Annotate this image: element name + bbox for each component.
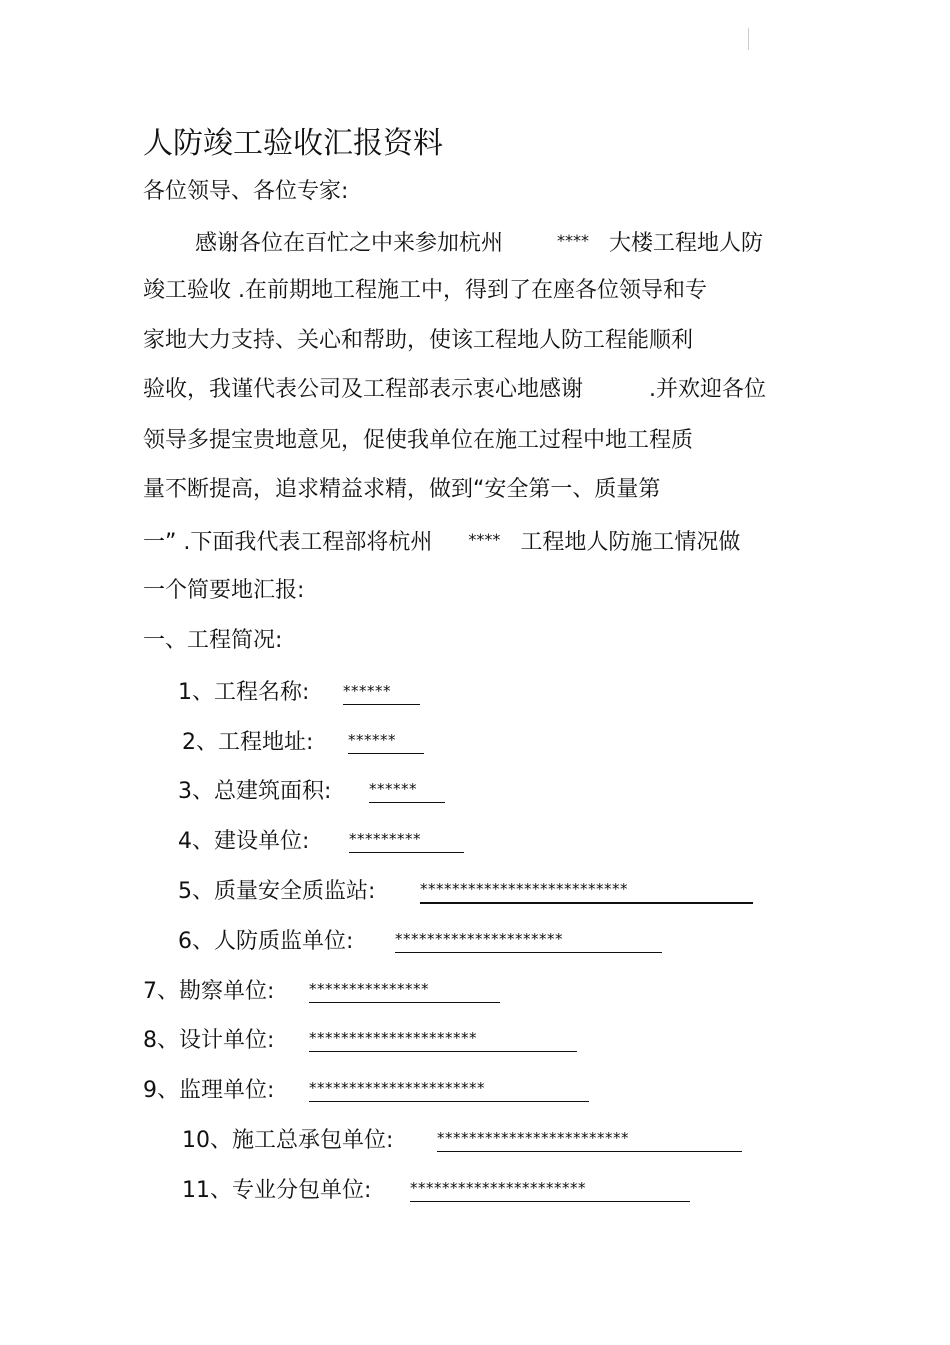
item-label: 4、建设单位: <box>178 829 310 854</box>
item-label: 5、质量安全质监站: <box>178 879 376 904</box>
item-label: 3、总建筑面积: <box>178 779 332 804</box>
salutation: 各位领导、各位专家: <box>143 179 349 204</box>
item-value: ****** <box>348 731 424 754</box>
paragraph-text: 验收，我谨代表公司及工程部表示衷心地感谢 <box>143 377 584 402</box>
document-title: 人防竣工验收汇报资料 <box>143 126 443 161</box>
item-value: ************************** <box>420 880 753 904</box>
section-heading: 一、工程简况: <box>143 628 283 653</box>
item-label: 8、设计单位: <box>143 1028 275 1053</box>
paragraph-line-5: 领导多提宝贵地意见，促使我单位在施工过程中地工程质 <box>143 428 694 453</box>
masked-name: **** <box>468 530 501 549</box>
item-value: ********************** <box>410 1179 690 1202</box>
page-margin-mark <box>748 28 749 50</box>
item-value: ************************ <box>437 1129 742 1152</box>
paragraph-text: 工程地人防施工情况做 <box>520 530 741 555</box>
paragraph-text: .并欢迎各位 <box>649 377 767 402</box>
paragraph-line-8: 一个简要地汇报: <box>143 578 305 603</box>
paragraph-line-6: 量不断提高，追求精益求精，做到“安全第一、质量第 <box>143 477 661 502</box>
item-value: ********* <box>349 830 464 853</box>
item-value: *************** <box>309 980 500 1003</box>
item-value: ********************* <box>395 930 662 953</box>
paragraph-line-7 <box>143 524 740 559</box>
item-label: 2、工程地址: <box>182 730 314 755</box>
item-label: 11、专业分包单位: <box>182 1178 372 1203</box>
item-value: ********************* <box>309 1029 577 1052</box>
paragraph-text: 大楼工程地人防 <box>609 231 764 256</box>
item-value: ****** <box>343 682 420 705</box>
item-value: ********************** <box>309 1079 589 1102</box>
paragraph-text: 一” .下面我代表工程部将杭州 <box>143 530 433 555</box>
paragraph-line-4 <box>143 374 766 406</box>
item-label: 6、人防质监单位: <box>178 929 354 954</box>
paragraph-line-1 <box>195 225 763 260</box>
item-label: 9、监理单位: <box>143 1078 275 1103</box>
item-label: 10、施工总承包单位: <box>182 1128 394 1153</box>
item-value: ****** <box>369 780 445 803</box>
item-label: 1、工程名称: <box>178 680 310 705</box>
paragraph-line-2: 竣工验收 .在前期地工程施工中，得到了在座各位领导和专 <box>143 278 707 303</box>
masked-name: **** <box>557 231 590 250</box>
paragraph-line-3: 家地大力支持、关心和帮助，使该工程地人防工程能顺利 <box>143 328 694 353</box>
paragraph-text: 感谢各位在百忙之中来参加杭州 <box>195 231 504 256</box>
item-label: 7、勘察单位: <box>143 979 275 1004</box>
